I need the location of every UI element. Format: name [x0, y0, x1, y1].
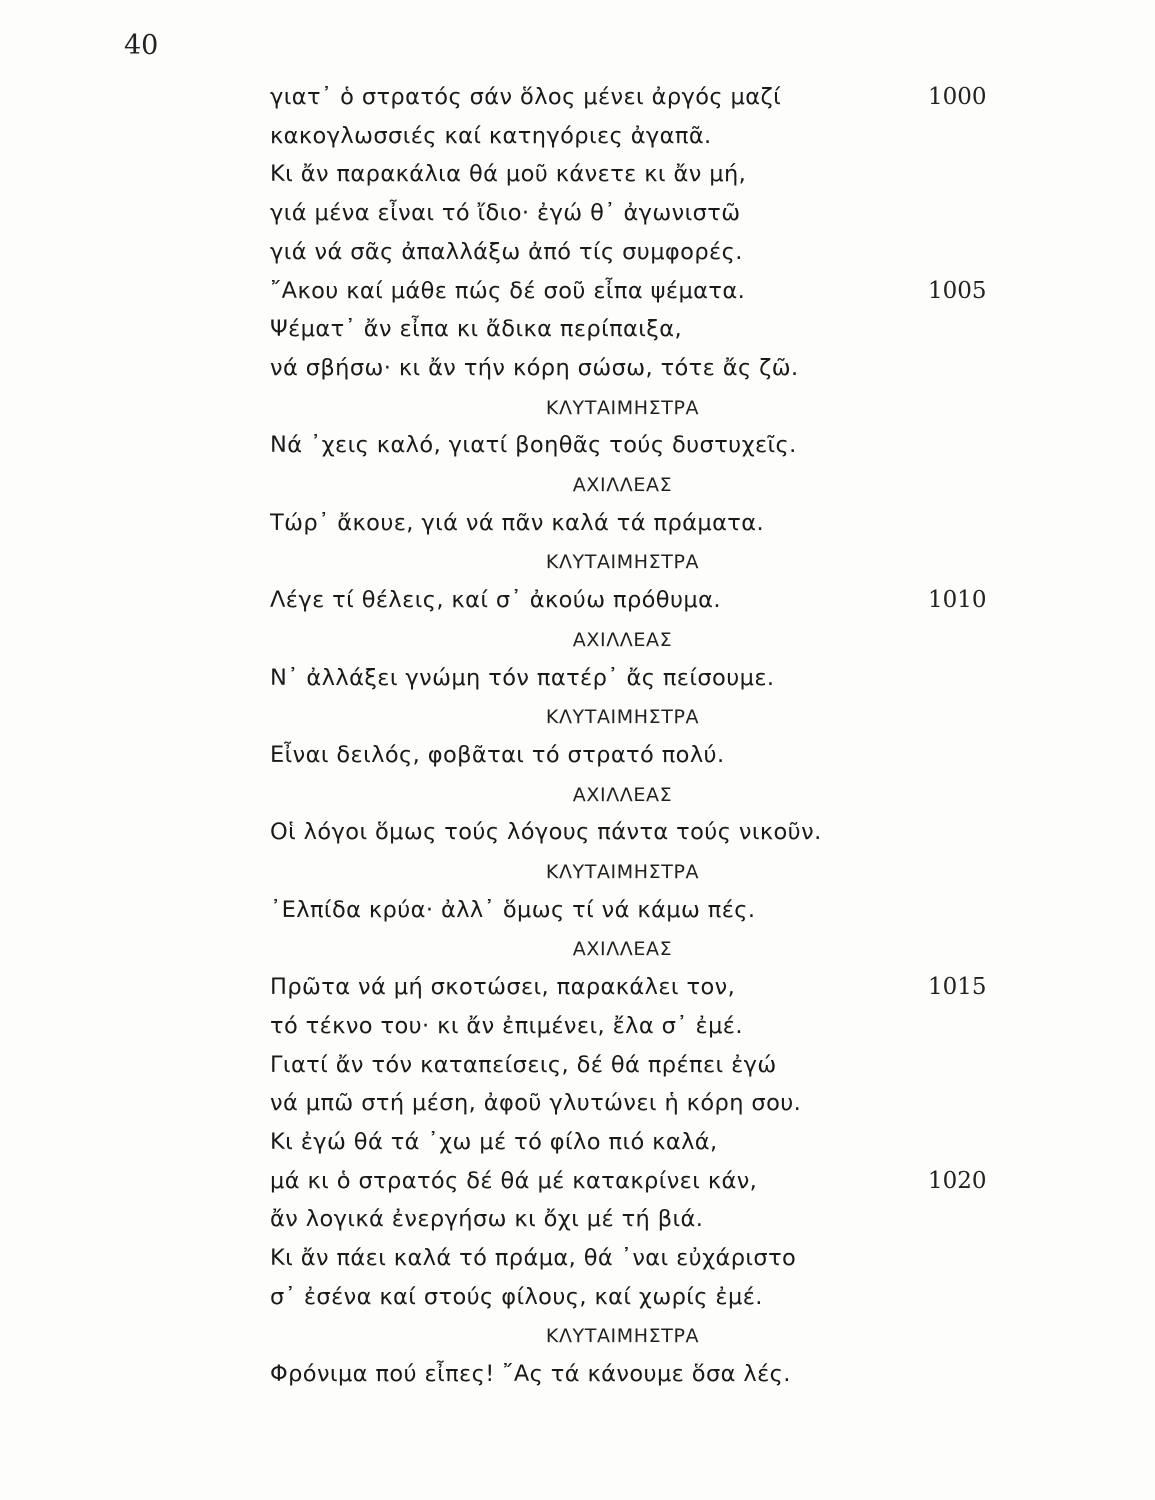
- verse-line: γιά νά σᾶς ἀπαλλάξω ἀπό τίς συμφορές.: [270, 238, 743, 265]
- speaker-name: ΚΛΥΤΑΙΜΗΣΤΡΑ: [545, 551, 700, 574]
- verse-line: ῎Ακου καί μάθε πώς δέ σοῦ εἶπα ψέματα.: [270, 277, 746, 304]
- speaker-name: ΑΧΙΛΛΕΑΣ: [572, 938, 673, 961]
- verse-line: Εἶναι δειλός, φοβᾶται τό στρατό πολύ.: [270, 741, 725, 768]
- speaker-name: ΚΛΥΤΑΙΜΗΣΤΡΑ: [545, 706, 700, 729]
- line-number: 1015: [928, 974, 987, 1001]
- speaker-name: ΑΧΙΛΛΕΑΣ: [572, 474, 673, 496]
- verse-line: ἄν λογικά ἐνεργήσω κι ὄχι μέ τή βιά.: [270, 1206, 704, 1233]
- verse-line: Οἱ λόγοι ὅμως τούς λόγους πάντα τούς νικοῦν.: [270, 819, 822, 846]
- verse-line: Νά ᾽χεις καλό, γιατί βοηθᾶς τούς δυστυχεῖς.: [270, 432, 797, 459]
- verse-line: νά σβήσω· κι ἄν τήν κόρη σώσω, τότε ἄς ζῶ.: [270, 354, 799, 381]
- line-number: 1005: [928, 277, 987, 304]
- verse-line: Ν᾽ ἀλλάξει γνώμη τόν πατέρ᾽ ἄς πείσουμε.: [270, 664, 775, 691]
- speaker-name: ΚΛΥΤΑΙΜΗΣΤΡΑ: [545, 1325, 700, 1348]
- speaker-name: ΑΧΙΛΛΕΑΣ: [572, 628, 673, 651]
- speaker-name: ΚΛΥΤΑΙΜΗΣΤΡΑ: [545, 396, 700, 419]
- verse-line: Τώρ᾽ ἄκουε, γιά νά πᾶν καλά τά πράματα.: [270, 509, 765, 536]
- page-number: 40: [124, 30, 159, 61]
- verse-line: Πρῶτα νά μή σκοτώσει, παρακάλει τον,: [270, 974, 736, 1001]
- verse-line: Γιατί ἄν τόν καταπείσεις, δέ θά πρέπει ἐγώ: [270, 1051, 777, 1078]
- verse-line: μά κι ὁ στρατός δέ θά μέ κατακρίνει κάν,: [270, 1167, 758, 1194]
- verse-line: Φρόνιμα πού εἶπες! ῎Ας τά κάνουμε ὅσα λές.: [270, 1361, 791, 1388]
- line-number: 1010: [928, 587, 987, 614]
- speaker-name: ΑΧΙΛΛΕΑΣ: [572, 783, 673, 806]
- verse-line: Λέγε τί θέλεις, καί σ᾽ ἀκούω πρόθυμα.: [270, 587, 721, 614]
- verse-line: Ψέματ᾽ ἄν εἶπα κι ἄδικα περίπαιξα,: [270, 316, 683, 343]
- line-number: 1000: [928, 84, 987, 110]
- verse-line: Κι ἐγώ θά τά ᾽χω μέ τό φίλο πιό καλά,: [270, 1128, 718, 1155]
- verse-line: Κι ἄν παρακάλια θά μοῦ κάνετε κι ἄν μή,: [270, 161, 747, 188]
- verse-line: νά μπῶ στή μέση, ἀφοῦ γλυτώνει ἡ κόρη σου.: [270, 1090, 802, 1117]
- verse-line: γιά μένα εἶναι τό ἴδιο· ἐγώ θ᾽ ἀγωνιστῶ: [270, 200, 741, 227]
- verse-line: γιατ᾽ ὁ στρατός σάν ὅλος μένει ἀργός μαζί: [270, 84, 782, 110]
- verse-line: κακογλωσσιές καί κατηγόριες ἀγαπᾶ.: [270, 122, 712, 149]
- verse-line: ᾽Ελπίδα κρύα· ἀλλ᾽ ὅμως τί νά κάμω πές.: [270, 896, 756, 923]
- verse-line: τό τέκνο του· κι ἄν ἐπιμένει, ἔλα σ᾽ ἐμέ.: [270, 1012, 743, 1039]
- line-number: 1020: [928, 1167, 987, 1194]
- verse-line: Κι ἄν πάει καλά τό πράμα, θά ᾽ναι εὐχάριστο: [270, 1245, 797, 1271]
- speaker-name: ΚΛΥΤΑΙΜΗΣΤΡΑ: [545, 861, 700, 883]
- verse-line: σ᾽ ἐσένα καί στούς φίλους, καί χωρίς ἐμέ.: [270, 1283, 763, 1310]
